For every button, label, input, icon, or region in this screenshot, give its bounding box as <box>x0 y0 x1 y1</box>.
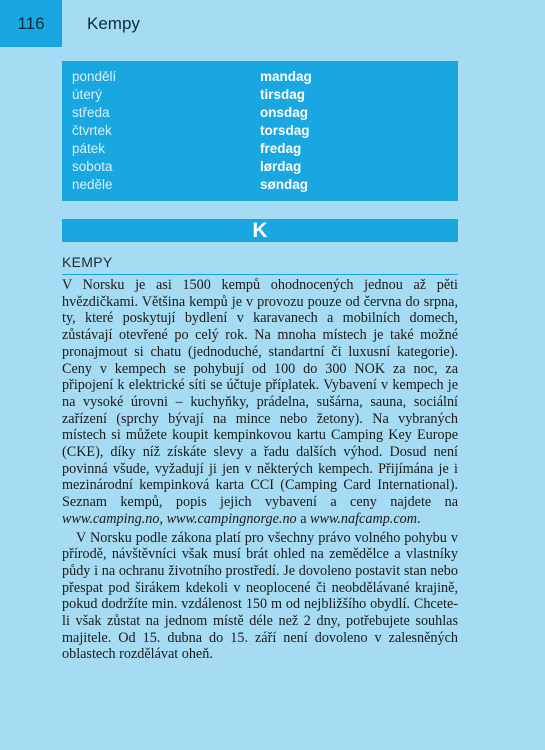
day-czech: pátek <box>72 141 106 156</box>
day-czech: sobota <box>72 159 113 174</box>
day-row <box>62 105 458 123</box>
day-czech: neděle <box>72 177 113 192</box>
paragraph-text: V Norsku je asi 1500 kempů ohodnocených jednou až pěti hvězdičkami. Většina kempů je v provozu pouze od června do srpna, ty, které poskytují bydlení v karavanech a mobilních domech, zůstávají otevřené po celý rok. Na mnoha místech je také možné pronajmout si chatu (jednoduché, standartní či luxusní kategorie). Ceny v kempech se pohybují od 100 do 300 NOK za noc, za připojení k elektrické síti se účtuje příplatek. Vybavení v kempech je na vysoké úrovni – kuchyňky, prádelna, sušárna, sauna, sociální zařízení (sprchy bývají na mince nebo žetony). Na vybraných místech si můžete koupit kempinkovou kartu Camping Key Europe (CKE), díky níž získáte slevy a řadu dalších výhod. Dosud není povinná všude, vyžadují ji jen v některých kempech. Přijímána je i mezinárodní kempinková karta CCI (Camping Card International). Seznam kempů, popis jejich vybavení a ceny najdete na <box>62 277 458 511</box>
day-czech: úterý <box>72 87 103 102</box>
running-title: Kempy <box>87 14 140 33</box>
sentence-end: . <box>416 510 421 527</box>
day-czech: středa <box>72 105 110 120</box>
separator: a <box>296 510 311 527</box>
day-norwegian: søndag <box>260 177 309 192</box>
day-row <box>62 87 458 105</box>
paragraph <box>62 277 458 528</box>
day-norwegian: mandag <box>260 69 312 84</box>
section-letter-bar: K <box>62 219 458 242</box>
section-title: KEMPY <box>62 254 458 275</box>
day-norwegian: torsdag <box>260 123 310 138</box>
page-number: 116 <box>0 0 62 47</box>
day-row <box>62 141 458 159</box>
separator: , <box>159 510 167 527</box>
days-of-week-table <box>62 61 458 201</box>
link-camping-no[interactable]: www.camping.no <box>62 510 160 527</box>
day-row <box>62 177 458 195</box>
day-norwegian: lørdag <box>260 159 302 174</box>
day-row <box>62 123 458 141</box>
link-nafcamp-com[interactable]: www.nafcamp.com <box>310 510 417 527</box>
day-row <box>62 159 458 177</box>
day-row <box>62 69 458 87</box>
paragraph: V Norsku podle zákona platí pro všechny právo volného pohybu v přírodě, návštěvníci však musí brát ohled na zemědělce a vlastníky půdy i na ochranu životního prostředí. Je dovoleno postavit stan nebo přespat pod širákem kdekoli v neoplocené či neobdělávané krajině, pokud dodržíte min. vzdálenost 150 m od nejbližšího obydlí. Chcete-li však zůstat na jednom místě déle než 2 dny, potřebujete souhlas majitele. Od 15. dubna do 15. září není dovoleno v zalesněných oblastech rozdělávat oheň. <box>62 529 458 663</box>
day-czech: pondělí <box>72 69 117 84</box>
body-text <box>62 277 458 663</box>
day-czech: čtvrtek <box>72 123 112 138</box>
day-norwegian: onsdag <box>260 105 309 120</box>
day-norwegian: tirsdag <box>260 87 306 102</box>
day-norwegian: fredag <box>260 141 302 156</box>
link-campingnorge-no[interactable]: www.campingnorge.no <box>166 510 297 527</box>
